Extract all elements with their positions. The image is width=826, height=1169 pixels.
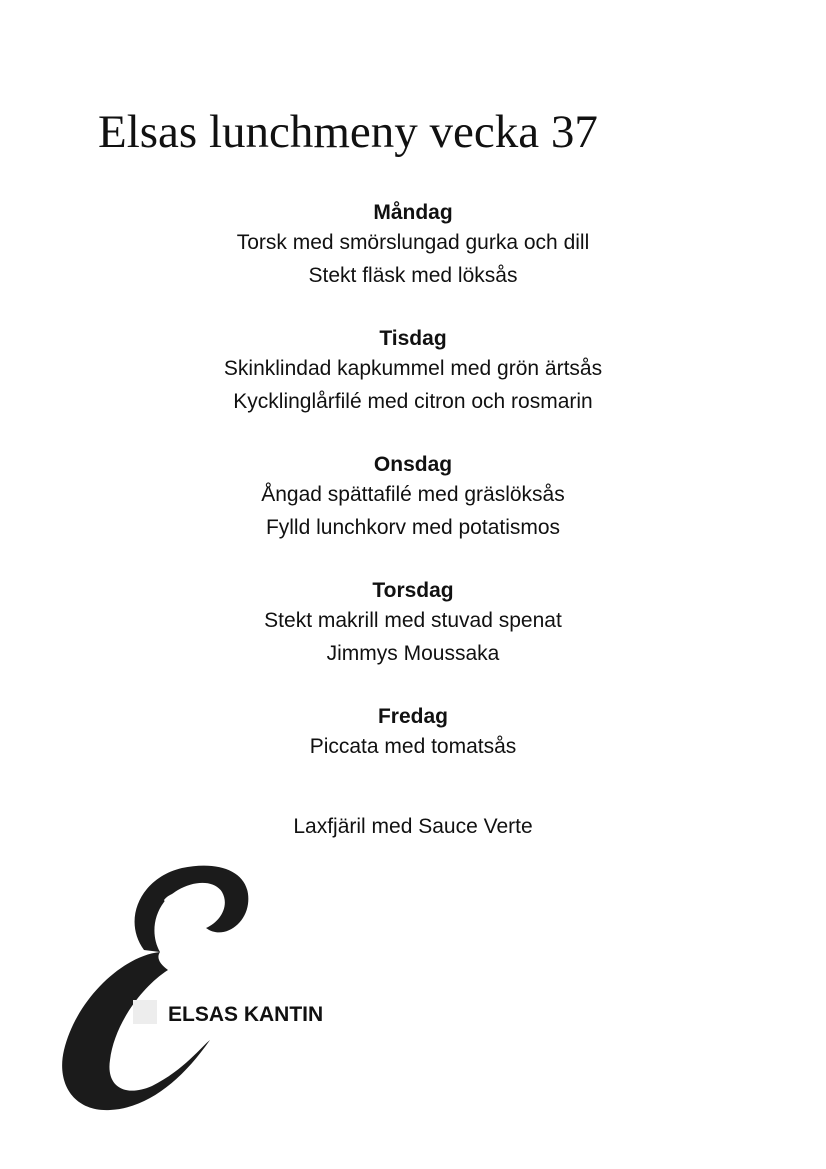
dish: Stekt makrill med stuvad spenat (264, 609, 562, 632)
dish: Kycklinglårfilé med citron och rosmarin (233, 390, 593, 413)
dish: Piccata med tomatsås (309, 735, 517, 758)
day-thursday (0, 577, 826, 670)
day-name: Måndag (373, 201, 453, 224)
day-name: Torsdag (372, 579, 454, 602)
brand-name: ELSAS KANTIN (168, 1003, 324, 1026)
day-friday (0, 703, 826, 763)
day-name: Onsdag (373, 453, 453, 476)
dish: Stekt fläsk med löksås (308, 264, 518, 287)
day-wednesday (0, 451, 826, 544)
brand-mark-square (133, 1000, 157, 1024)
dish: Fylld lunchkorv med potatismos (265, 516, 561, 539)
dish: Jimmys Moussaka (326, 642, 500, 665)
elsas-e-logo-icon (52, 860, 262, 1116)
weekly-menu (0, 199, 826, 796)
page-title: Elsas lunchmeny vecka 37 (98, 106, 598, 158)
day-name: Fredag (377, 705, 448, 728)
dish: Skinklindad kapkummel med grön ärtsås (223, 357, 603, 380)
day-name: Tisdag (379, 327, 447, 350)
dish: Ångad spättafilé med gräslöksås (261, 483, 565, 506)
day-monday (0, 199, 826, 292)
extra-dish: Laxfjäril med Sauce Verte (293, 815, 533, 838)
day-tuesday (0, 325, 826, 418)
dish: Torsk med smörslungad gurka och dill (236, 231, 590, 254)
